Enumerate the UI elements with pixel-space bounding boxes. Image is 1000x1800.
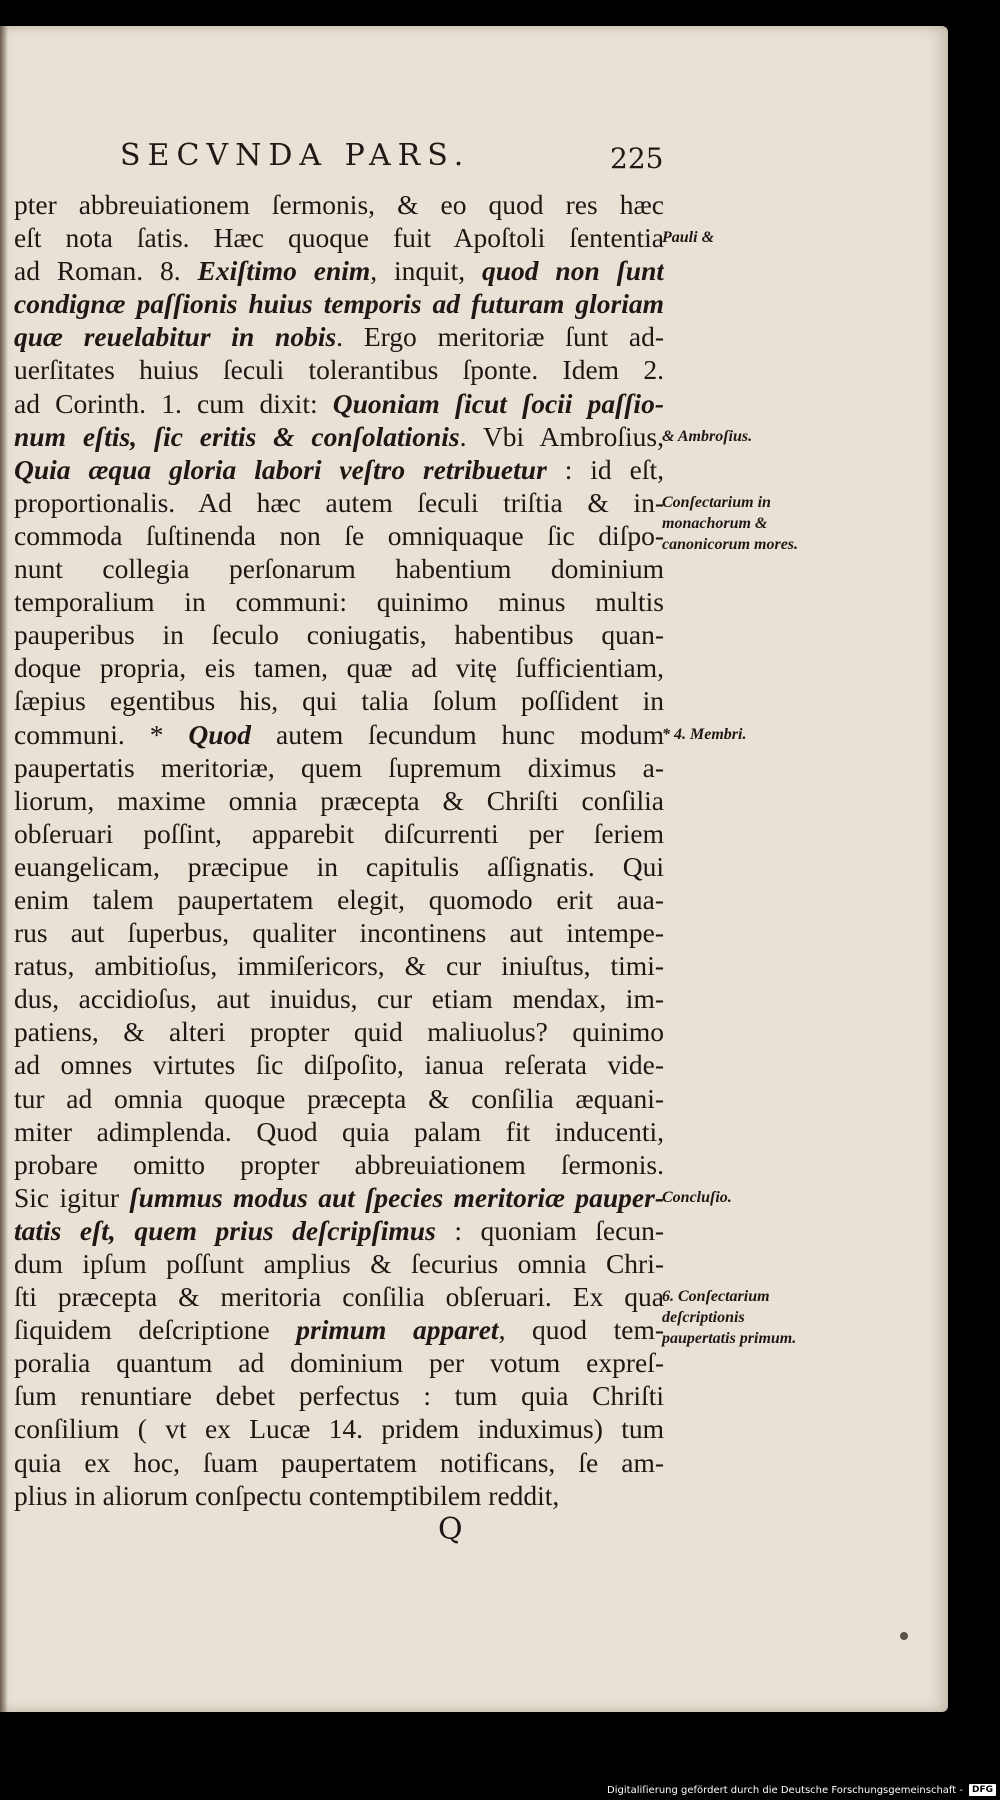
roman-span: ad omnes virtutes ſic diſpoſito, ianua reſerata vide-	[14, 1049, 664, 1081]
roman-span: euangelicam, præcipue in capitulis aſſignatis. Qui	[14, 850, 664, 882]
italic-span: num eſtis, ſic eritis & conſolationis	[14, 420, 460, 452]
margin-note: & Ambroſius.	[662, 427, 753, 445]
text-line	[14, 651, 664, 684]
page-gutter-shadow	[0, 26, 8, 1712]
roman-span: uerſitates huius ſeculi tolerantibus ſponte. Idem 2.	[14, 354, 664, 386]
text-line	[14, 1412, 664, 1445]
text-line	[14, 1115, 664, 1148]
text-line	[14, 1446, 664, 1479]
italic-span: tatis eſt, quem prius deſcripſimus	[14, 1214, 436, 1246]
roman-span: proportionalis. Ad hæc autem ſeculi triſtia & in-	[14, 486, 664, 518]
text-line	[14, 784, 664, 817]
roman-span: : quoniam ſecun-	[435, 1214, 664, 1246]
roman-span: ſum renuntiare debet perfectus : tum quia Chriſti	[14, 1380, 664, 1412]
dfg-logo-icon[interactable]: DFG	[969, 1784, 996, 1796]
margin-note: Concluſio.	[662, 1189, 732, 1206]
italic-span: condignæ paſſionis huius temporis ad futuram gloriam	[14, 288, 664, 320]
text-line	[14, 552, 664, 585]
margin-note: 6. Conſectarium deſcriptionis paupertatis primum.	[662, 1288, 797, 1348]
text-line	[14, 1379, 664, 1412]
roman-span: autem ſecundum hunc modum	[251, 718, 664, 750]
roman-span: liorum, maxime omnia præcepta & Chriſti conſilia	[14, 784, 664, 816]
roman-span: , quod tem-	[498, 1314, 664, 1346]
text-line	[14, 1082, 664, 1115]
roman-span: rus aut ſuperbus, qualiter incontinens aut intempe-	[14, 917, 664, 949]
roman-span: ad Roman. 8.	[14, 255, 198, 287]
text-line	[14, 718, 664, 751]
margin-note: Conſectarium in monachorum & canonicorum mores.	[662, 493, 799, 553]
roman-span: dum ipſum poſſunt amplius & ſecurius omnia Chri-	[14, 1248, 664, 1279]
roman-span: ſiquidem deſcriptione	[14, 1314, 297, 1346]
roman-span: dus, accidioſus, aut inuidus, cur etiam mendax, im-	[14, 983, 664, 1015]
text-line	[14, 353, 664, 386]
paper-speck	[900, 1632, 908, 1640]
roman-span: patiens, & alteri propter quid maliuolus? quinimo	[14, 1016, 664, 1048]
roman-span: probare omitto propter abbreuiationem ſermonis.	[14, 1148, 664, 1180]
text-line	[14, 982, 664, 1015]
text-line	[14, 1214, 664, 1247]
roman-span: . Ergo meritoriæ ſunt ad-	[336, 321, 664, 353]
text-line	[14, 585, 664, 618]
roman-span: paupertatis meritoriæ, quem ſupremum diximus a-	[14, 751, 664, 783]
text-line	[14, 1346, 664, 1379]
text-line	[14, 254, 664, 287]
text-line	[14, 1479, 664, 1512]
roman-span: commoda ſuſtinenda non ſe omniquaque ſic diſpo-	[14, 519, 664, 551]
roman-span: : id eſt,	[546, 453, 664, 485]
text-line	[14, 1048, 664, 1081]
roman-span: pauperibus in ſeculo coniugatis, habentibus quan-	[14, 619, 664, 651]
text-line	[14, 1181, 664, 1214]
text-line	[14, 817, 664, 850]
digitization-footer	[560, 1782, 996, 1798]
roman-span: poralia quantum ad dominium per votum expreſ-	[14, 1347, 664, 1379]
text-line	[14, 684, 664, 717]
italic-span: ſummus modus aut ſpecies meritoriæ pauper-	[129, 1181, 664, 1213]
text-line	[14, 751, 664, 784]
roman-span: conſilium ( vt ex Lucæ 14. pridem induximus) tum	[14, 1413, 664, 1445]
roman-span: enim talem paupertatem elegit, quomodo erit aua-	[14, 883, 664, 915]
text-line	[14, 1148, 664, 1181]
text-line	[14, 618, 664, 651]
italic-span: quæ reuelabitur in nobis	[14, 321, 337, 353]
text-line	[14, 320, 664, 353]
roman-span: ſti præcepta & meritoria conſilia obſeruari. Ex qua	[14, 1281, 664, 1313]
roman-span: plius in aliorum conſpectu contemptibilem reddit,	[14, 1479, 560, 1511]
italic-span: Quia æqua gloria labori veſtro retribuetur	[14, 453, 547, 485]
text-line	[14, 486, 664, 519]
italic-span: Quod	[188, 718, 252, 750]
roman-span: nunt collegia perſonarum habentium dominium	[14, 553, 664, 585]
text-line	[14, 949, 664, 982]
roman-span: eſt nota ſatis. Hæc quoque fuit Apoſtoli ſententia	[14, 222, 664, 254]
roman-span: obſeruari poſſint, apparebit diſcurrenti per ſeriem	[14, 817, 664, 849]
running-head: SECVNDA PARS.	[120, 138, 471, 173]
roman-span: miter adimplenda. Quod quia palam fit inducenti,	[14, 1115, 664, 1147]
catchword: Q	[438, 1512, 463, 1547]
text-line	[14, 287, 664, 320]
roman-span: . Vbi Ambroſius,	[459, 420, 664, 452]
roman-span: ſæpius egentibus his, qui talia ſolum poſſident in	[14, 685, 664, 717]
text-line	[14, 1280, 664, 1313]
italic-span: Quoniam ſicut ſocii paſſio-	[332, 387, 664, 419]
text-line	[14, 850, 664, 883]
italic-span: primum apparet	[296, 1314, 499, 1346]
roman-span: temporalium in communi: quinimo minus multis	[14, 586, 664, 618]
text-line	[14, 453, 664, 486]
page-number: 225	[610, 142, 664, 175]
text-line	[14, 188, 664, 221]
text-line	[14, 883, 664, 916]
footer-credit: Digitaliſierung gefördert durch die Deutsche Forschungsgemeinschaft -	[607, 1784, 963, 1796]
roman-span: ratus, ambitioſus, immiſericors, & cur iniuſtus, timi-	[14, 950, 664, 982]
margin-note: Pauli &	[662, 229, 715, 247]
roman-span: , inquit,	[370, 255, 482, 287]
text-line	[14, 420, 664, 453]
margin-note: * 4. Membri.	[662, 725, 747, 743]
roman-span: communi. *	[14, 718, 189, 750]
body-text	[14, 188, 664, 1512]
text-line	[14, 519, 664, 552]
roman-span: pter abbreuiationem ſermonis, & eo quod res hæc	[14, 189, 664, 220]
roman-span: ad Corinth. 1. cum dixit:	[14, 387, 333, 419]
text-line	[14, 221, 664, 254]
italic-span: Exiſtimo enim	[197, 255, 371, 287]
text-line	[14, 1247, 664, 1280]
italic-span: quod non ſunt	[481, 255, 664, 287]
text-line	[14, 387, 664, 420]
roman-span: quia ex hoc, ſuam paupertatem notificans, ſe am-	[14, 1446, 664, 1478]
roman-span: doque propria, eis tamen, quæ ad vitę ſufficientiam,	[14, 652, 664, 684]
roman-span: Sic igitur	[14, 1181, 130, 1213]
roman-span: tur ad omnia quoque præcepta & conſilia æquani-	[14, 1082, 664, 1114]
text-line	[14, 916, 664, 949]
text-line	[14, 1313, 664, 1346]
text-line	[14, 1015, 664, 1048]
